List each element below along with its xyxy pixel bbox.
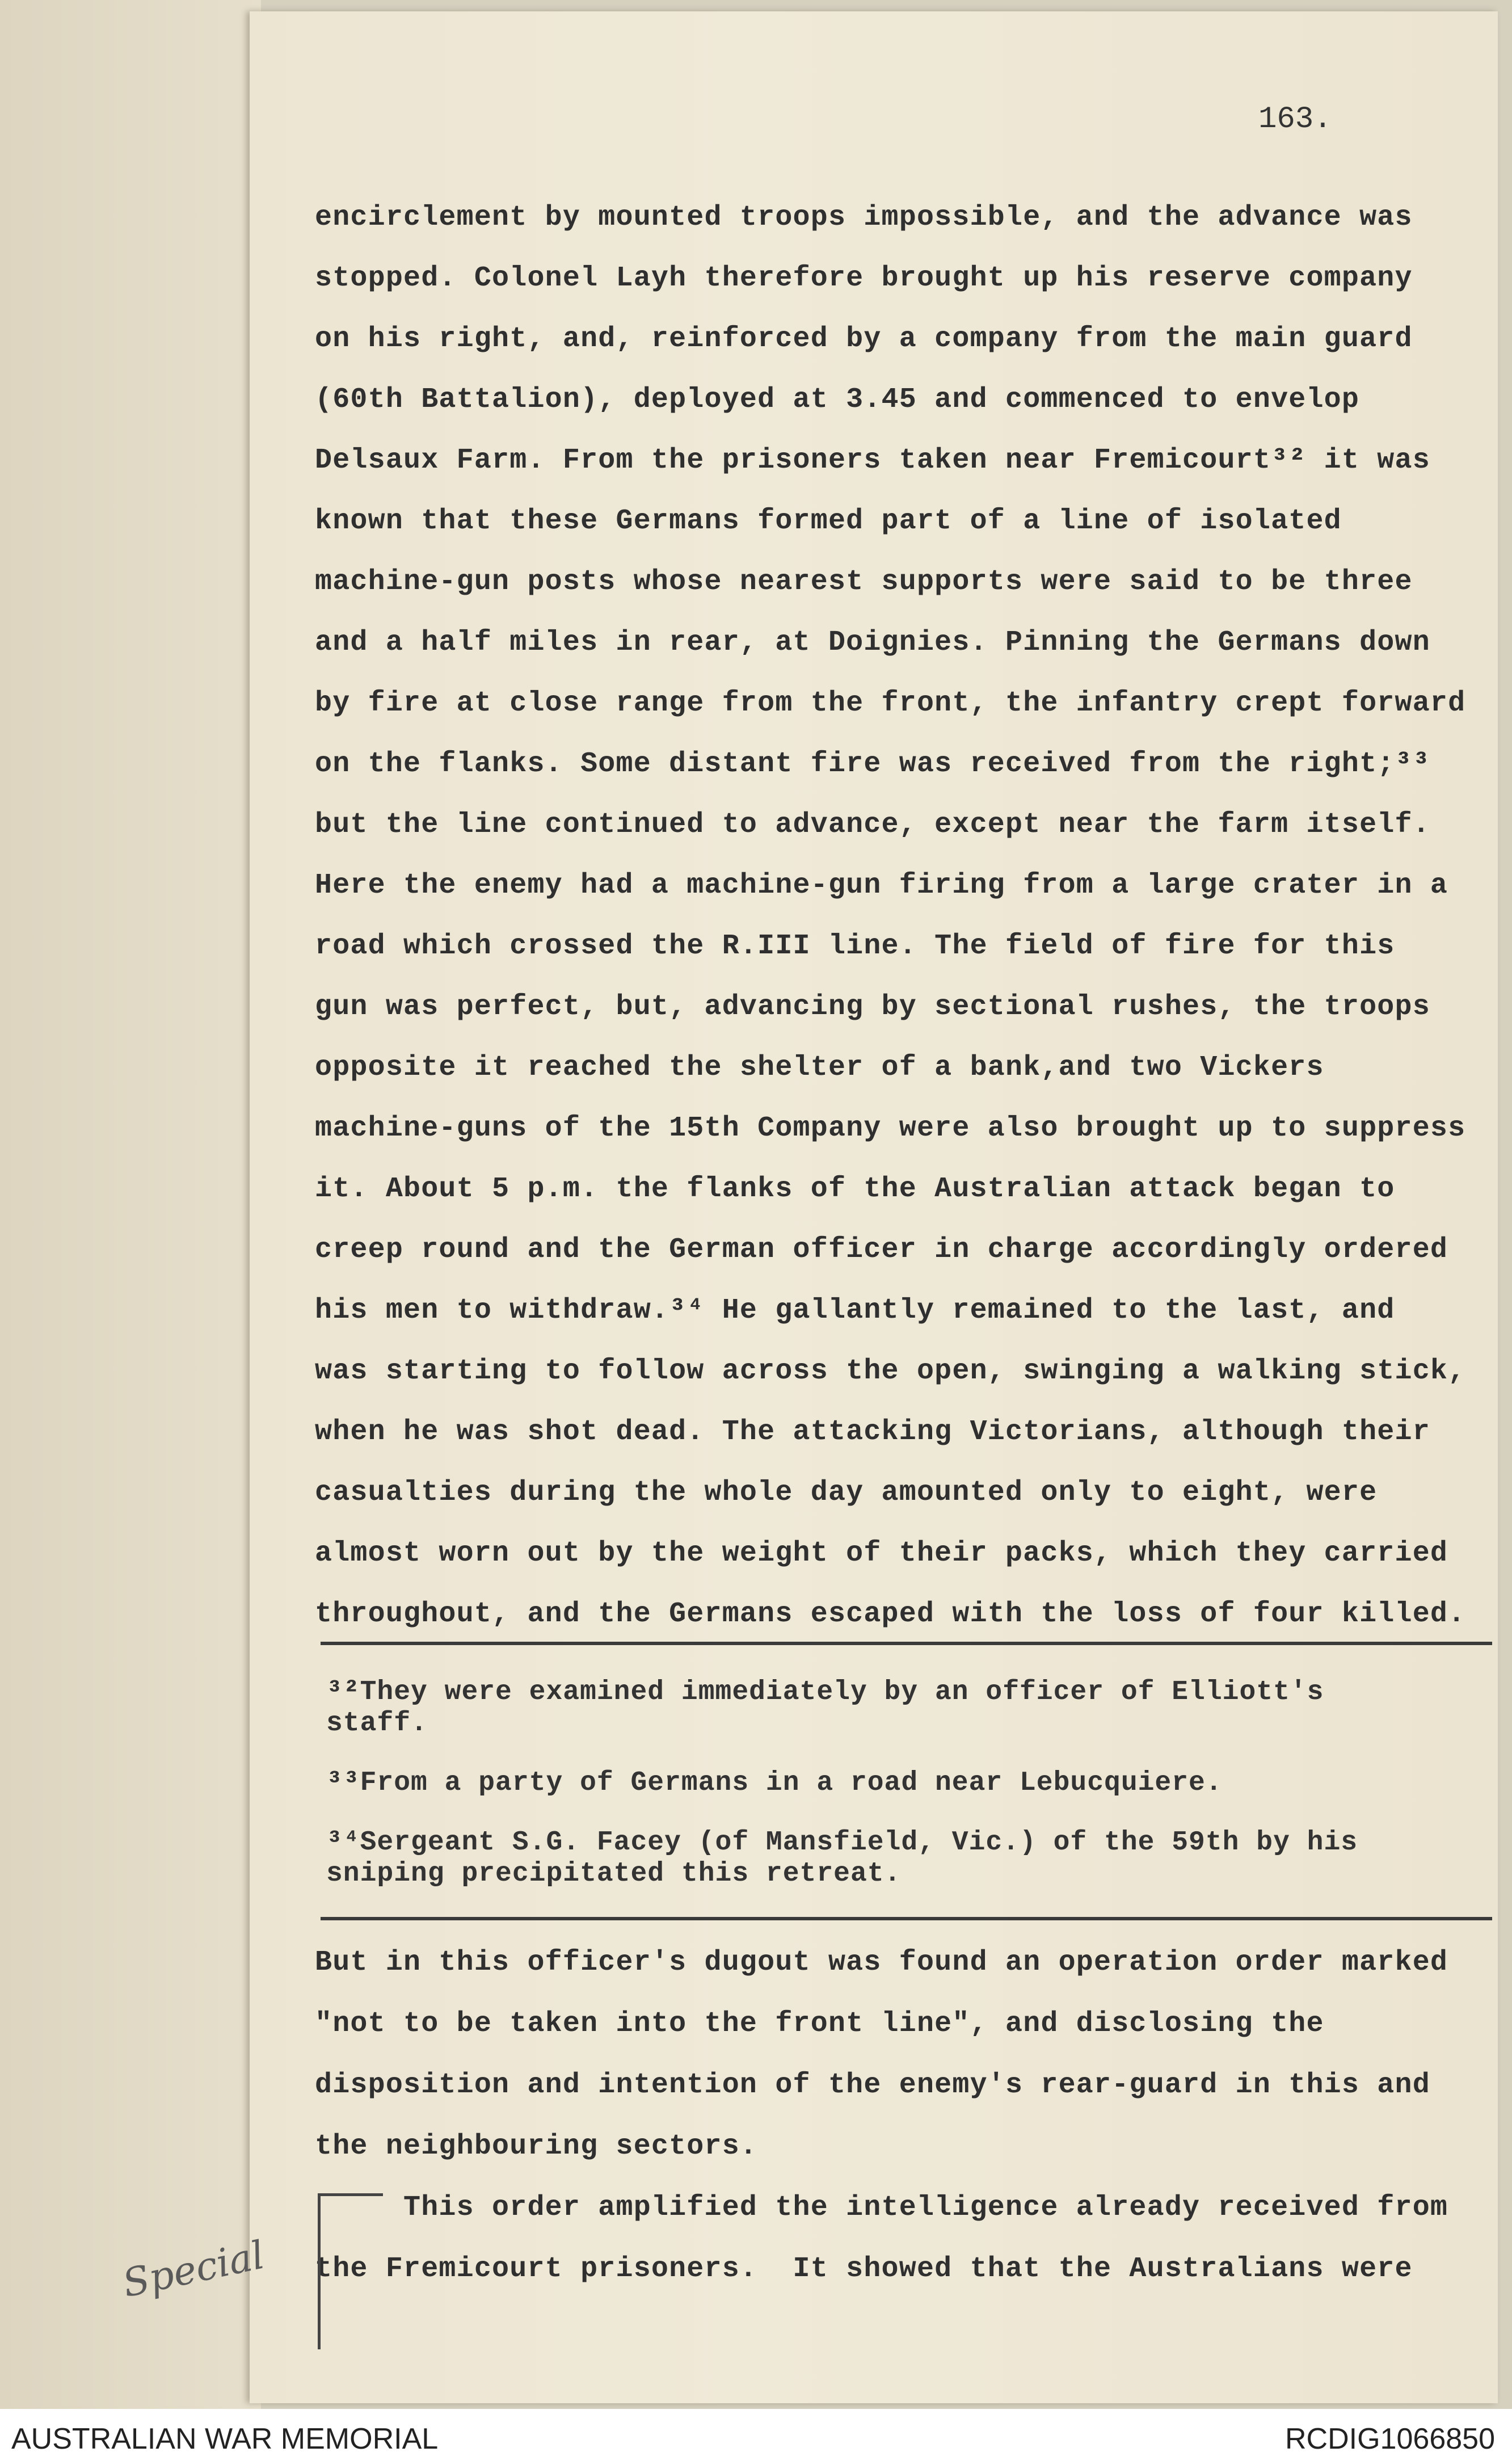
body-line: machine-gun posts whose nearest supports were said to be three <box>315 566 1413 598</box>
body-line: encirclement by mounted troops impossible, and the advance was <box>315 201 1413 234</box>
page-number: 163. <box>1258 102 1332 137</box>
margin-bracket <box>318 2193 383 2349</box>
body-line: by fire at close range from the front, the infantry crept forward <box>315 687 1466 720</box>
body-line: throughout, and the Germans escaped with the loss of four killed. <box>315 1598 1466 1630</box>
body-line: and a half miles in rear, at Doignies. Pinning the Germans down <box>315 626 1430 659</box>
footnote-rule-bottom <box>321 1917 1492 1920</box>
body-line: Here the enemy had a machine-gun firing from a large crater in a <box>315 869 1448 902</box>
continuation-line: the neighbouring sectors. <box>315 2130 758 2163</box>
continuation-line: the Fremicourt prisoners. It showed that the Australians were <box>315 2253 1413 2285</box>
body-line: road which crossed the R.III line. The field of fire for this <box>315 930 1395 962</box>
body-line: was starting to follow across the open, swinging a walking stick, <box>315 1355 1466 1387</box>
continuation-line: "not to be taken into the front line", and disclosing the <box>315 2008 1324 2040</box>
footnote-line: staff. <box>326 1708 428 1739</box>
body-line: creep round and the German officer in charge accordingly ordered <box>315 1234 1448 1266</box>
body-line: casualties during the whole day amounted only to eight, were <box>315 1477 1378 1509</box>
body-line: (60th Battalion), deployed at 3.45 and commenced to envelop <box>315 384 1360 416</box>
body-line: stopped. Colonel Layh therefore brought up his reserve company <box>315 262 1413 295</box>
continuation-line: disposition and intention of the enemy's rear-guard in this and <box>315 2069 1430 2101</box>
body-line: machine-guns of the 15th Company were also brought up to suppress <box>315 1112 1466 1145</box>
body-line: Delsaux Farm. From the prisoners taken near Fremicourt³² it was <box>315 444 1430 477</box>
footnote-rule-top <box>321 1642 1492 1645</box>
body-line: opposite it reached the shelter of a bank,and two Vickers <box>315 1052 1324 1084</box>
continuation-line: This order amplified the intelligence already received from <box>315 2192 1448 2224</box>
body-line: but the line continued to advance, except near the farm itself. <box>315 809 1430 841</box>
handwritten-margin-note: Special <box>119 2232 268 2307</box>
body-line: his men to withdraw.³⁴ He gallantly remained to the last, and <box>315 1294 1395 1327</box>
body-line: on the flanks. Some distant fire was received from the right;³³ <box>315 748 1430 780</box>
footnote-line: ³²They were examined immediately by an officer of Elliott's <box>326 1677 1324 1708</box>
body-line: gun was perfect, but, advancing by sectional rushes, the troops <box>315 991 1430 1023</box>
footnote-line: ³⁴Sergeant S.G. Facey (of Mansfield, Vic.) of the 59th by his <box>326 1827 1358 1858</box>
archive-footer <box>0 2411 1512 2460</box>
body-line: almost worn out by the weight of their packs, which they carried <box>315 1537 1448 1570</box>
body-line: when he was shot dead. The attacking Victorians, although their <box>315 1416 1430 1448</box>
body-line: on his right, and, reinforced by a company from the main guard <box>315 323 1413 355</box>
document-page <box>250 11 1498 2403</box>
body-line: known that these Germans formed part of a line of isolated <box>315 505 1342 537</box>
footnote-line: sniping precipitated this retreat. <box>326 1858 902 1889</box>
body-line: it. About 5 p.m. the flanks of the Australian attack began to <box>315 1173 1395 1205</box>
footer-institution: AUSTRALIAN WAR MEMORIAL <box>11 2423 439 2455</box>
footnote-line: ³³From a party of Germans in a road near Lebucquiere. <box>326 1768 1223 1798</box>
footer-reference: RCDIG1066850 <box>1285 2423 1495 2455</box>
continuation-line: But in this officer's dugout was found an operation order marked <box>315 1946 1448 1979</box>
underlying-sheet <box>0 0 261 2409</box>
